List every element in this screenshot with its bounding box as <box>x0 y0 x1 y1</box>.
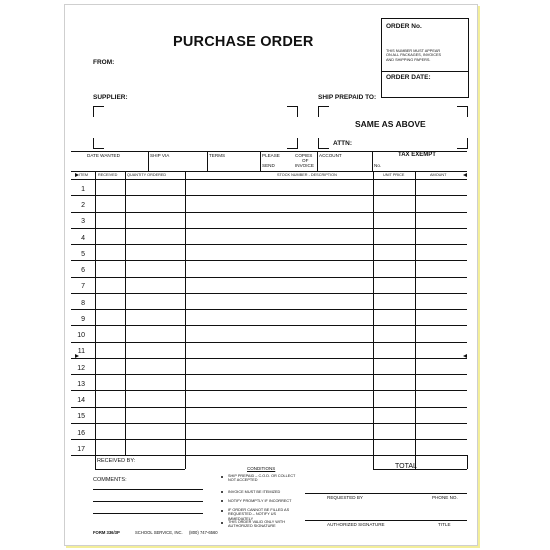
table-row-number: 8 <box>81 299 85 307</box>
condition-2: INVOICE MUST BE ITEMIZED <box>228 490 281 494</box>
please-label: PLEASE <box>262 153 280 158</box>
invoice-label: INVOICE <box>295 163 314 168</box>
send-label: SEND <box>262 163 275 168</box>
table-row-number: 6 <box>81 267 85 274</box>
col-received: RECEIVED <box>98 173 118 177</box>
ship-bracket-br <box>457 138 468 149</box>
company-phone: (800) 747-6560 <box>189 530 218 535</box>
table-column-line <box>95 171 96 455</box>
ship-bracket-bl <box>318 138 329 149</box>
conditions-title: CONDITIONS <box>247 466 276 471</box>
received-by-box-left <box>95 455 96 469</box>
condition-4: IF ORDER CANNOT BE FILLED AS REQUESTED – NOTIFY US IMMEDIATELY <box>228 508 290 521</box>
attn-label: ATTN: <box>333 140 353 147</box>
comments-label: COMMENTS: <box>93 477 127 483</box>
table-row-line <box>71 423 467 424</box>
table-row-line <box>71 407 467 408</box>
table-row-number: 12 <box>77 364 85 372</box>
supplier-bracket-tl <box>93 106 104 117</box>
table-row-line <box>71 244 467 245</box>
condition-bullet <box>221 491 223 493</box>
table-row-number: 13 <box>77 380 85 388</box>
comments-line <box>93 513 203 514</box>
fold-mark-right-icon <box>463 354 467 358</box>
order-no-note: THIS NUMBER MUST APPEAR ON ALL PACKAGES, INVOICES AND SHIPPING PAPERS. <box>386 49 442 62</box>
received-by-box-right <box>185 455 186 469</box>
table-row-line <box>71 342 467 343</box>
signature-line <box>305 520 467 521</box>
total-box-left <box>373 455 374 469</box>
col-unit-price: UNIT PRICE <box>383 173 405 177</box>
supplier-bracket-bl <box>93 138 104 149</box>
table-column-line <box>415 171 416 455</box>
fold-mark-left-icon <box>75 354 79 358</box>
order-number-box <box>381 18 469 98</box>
condition-3: NOTIFY PROMPTLY IF INCORRECT <box>228 499 292 503</box>
table-row-number: 3 <box>81 218 85 226</box>
condition-1: SHIP PREPAID – C.O.D. OR COLLECT NOT ACCEPTED <box>228 474 296 483</box>
table-column-line <box>373 171 374 455</box>
arrow-right-icon <box>75 173 79 177</box>
supplier-bracket-br <box>287 138 298 149</box>
table-row-line <box>71 228 467 229</box>
condition-bullet <box>221 476 223 478</box>
page-title: PURCHASE ORDER <box>173 34 314 50</box>
table-row-line <box>71 277 467 278</box>
table-row-number: 1 <box>81 185 85 193</box>
account-label: ACCOUNT <box>319 153 342 158</box>
table-row-number: 15 <box>77 413 85 421</box>
col-item: ITEM <box>79 173 89 177</box>
tax-no-label: No. <box>374 163 382 168</box>
table-row-number: 11 <box>77 348 85 356</box>
received-by-label: RECEIVED BY: <box>97 458 136 464</box>
condition-bullet <box>221 500 223 502</box>
company-name: SCHOOL SERVICE, INC. <box>135 530 183 535</box>
table-row-line <box>71 195 467 196</box>
comments-line <box>93 489 203 490</box>
total-box-bottom <box>373 469 467 470</box>
table-row-number: 7 <box>81 283 85 291</box>
date-wanted-label: DATE WANTED <box>87 153 120 158</box>
table-row-line <box>71 390 467 391</box>
table-column-line <box>125 171 126 455</box>
table-row-line <box>71 374 467 375</box>
purchase-order-sheet <box>64 4 478 546</box>
requested-by-label: REQUESTED BY <box>327 495 363 500</box>
table-column-line <box>185 171 186 455</box>
ship-prepaid-label: SHIP PREPAID TO: <box>318 94 377 101</box>
requested-by-line <box>305 493 467 494</box>
supplier-label: SUPPLIER: <box>93 94 128 101</box>
copies-label: COPIES <box>295 153 313 158</box>
order-no-label: ORDER No. <box>386 23 422 30</box>
info-row-bottom <box>71 171 467 172</box>
order-date-label: ORDER DATE: <box>386 74 431 81</box>
form-number: FORM 336/3P <box>93 530 120 535</box>
authorized-signature-label: AUTHORIZED SIGNATURE <box>327 522 385 527</box>
terms-label: TERMS <box>209 153 226 158</box>
table-row-number: 4 <box>81 234 85 242</box>
from-label: FROM: <box>93 59 115 66</box>
ship-bracket-tr <box>457 106 468 117</box>
col-stock-description: STOCK NUMBER - DESCRIPTION <box>277 173 337 177</box>
arrow-left-icon <box>463 173 467 177</box>
table-row-number: 16 <box>77 429 85 437</box>
condition-bullet <box>221 510 223 512</box>
of-label: OF <box>302 158 309 163</box>
table-row-number: 10 <box>77 332 85 339</box>
table-row-number: 9 <box>81 315 85 323</box>
table-row-number: 17 <box>77 445 85 453</box>
table-row-line <box>71 325 467 326</box>
table-row-line <box>71 293 467 294</box>
table-row-line <box>71 212 467 213</box>
table-row-line <box>71 439 467 440</box>
col-amount: AMOUNT <box>430 173 447 177</box>
ship-bracket-tl <box>318 106 329 117</box>
tax-exempt-label: TAX EXEMPT <box>398 152 436 158</box>
table-row-line <box>71 260 467 261</box>
ship-via-label: SHIP VIA <box>150 153 170 158</box>
same-as-above: SAME AS ABOVE <box>355 119 426 129</box>
comments-line <box>93 501 203 502</box>
table-row-line <box>71 358 467 359</box>
total-box-right <box>467 455 468 469</box>
received-by-box-bottom <box>95 469 185 470</box>
table-row-number: 2 <box>81 202 85 209</box>
order-box-divider <box>382 71 468 72</box>
title-label: TITLE <box>438 522 451 527</box>
condition-bullet <box>221 522 223 524</box>
condition-5: THIS ORDER VALID ONLY WITH AUTHORIZED SIGNATURE <box>228 520 285 529</box>
table-header-line <box>71 179 467 180</box>
supplier-bracket-tr <box>287 106 298 117</box>
table-row-line <box>71 455 467 456</box>
table-row-line <box>71 309 467 310</box>
table-row-number: 5 <box>81 250 85 258</box>
table-row-number: 14 <box>77 397 85 404</box>
phone-no-label: PHONE NO. <box>432 495 458 500</box>
total-label: TOTAL <box>395 463 417 470</box>
col-quantity-ordered: QUANTITY ORDERED <box>127 173 167 177</box>
